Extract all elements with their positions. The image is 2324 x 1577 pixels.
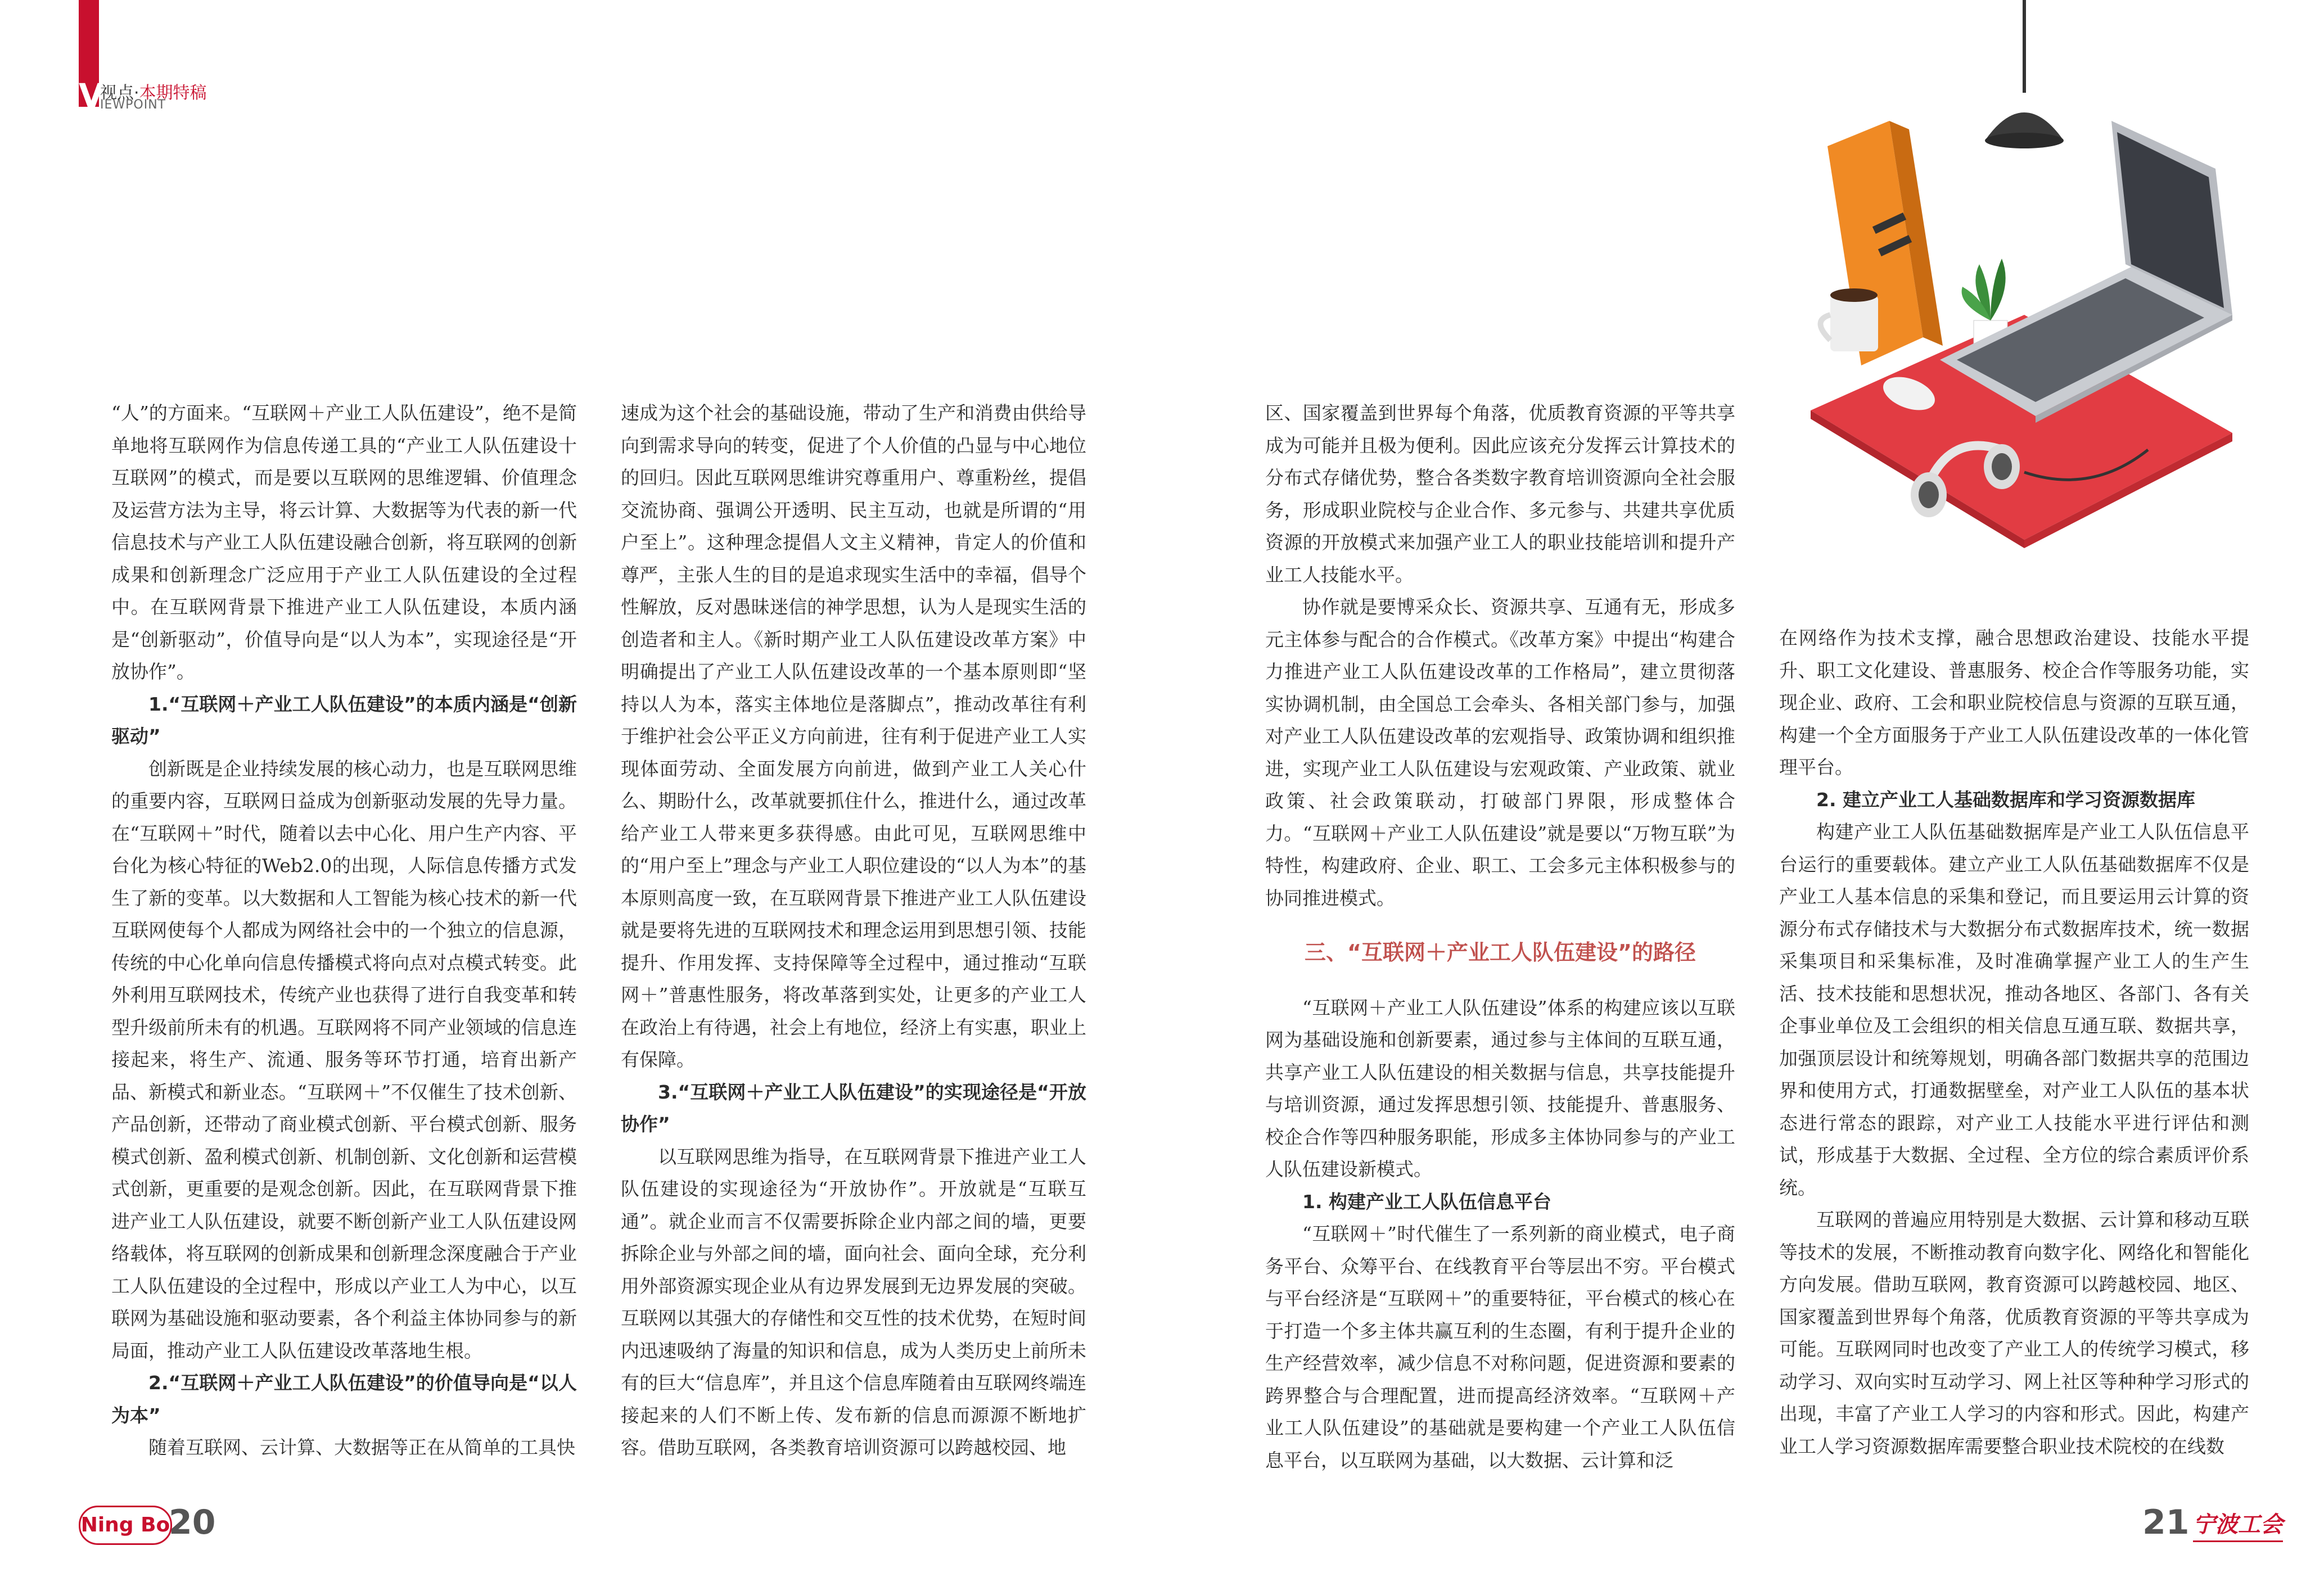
header-viewpoint-label: IEWPOINT — [100, 98, 166, 112]
header-category: 视点·本期特稿 — [100, 83, 207, 103]
subheading: 1.“互联网＋产业工人队伍建设”的本质内涵是“创新驱动” — [111, 693, 577, 747]
page-number-right: 21 — [2142, 1503, 2190, 1542]
text-column-3 — [1265, 397, 1735, 1476]
paragraph: 速成为这个社会的基础设施，带动了生产和消费由供给导向到需求导向的转变，促进了个人价值的凸显与中心地位的回归。因此互联网思维讲究尊重用户、尊重粉丝，提倡交流协商、强调公开透明、民主互动，也就是所谓的“用户至上”。这种理念提倡人文主义精神，肯定人的价值和尊严，主张人生的目的是追求现实生活中的幸福，倡导个性解放，反对愚昧迷信的神学思想，认为人是现实生活的创造者和主人。《新时期产业工人队伍建设改革方案》中明确提出了产业工人队伍建设改革的一个基本原则即“坚持以人为本，落实主体地位是落脚点”，推动改革往有利于维护社会公平正义方向前进，往有利于促进产业工人实现体面劳动、全面发展方向前进，做到产业工人关心什么、期盼什么，改革就要抓住什么，推进什么，通过改革给产业工人带来更多获得感。由此可见，互联网思维中的“用户至上”理念与产业工人职位建设的“以人为本”的基本原则高度一致，在互联网背景下推进产业工人队伍建设就是要将先进的互联网技术和理念运用到思想引领、技能提升、作用发挥、支持保障等全过程中，通过推动“互联网＋”普惠性服务，将改革落到实处，让更多的产业工人在政治上有待遇，社会上有地位，经济上有实惠，职业上有保障。 — [621, 402, 1086, 1070]
text-column-4 — [1779, 622, 2249, 1462]
subheading: 1. 构建产业工人队伍信息平台 — [1302, 1190, 1551, 1213]
footer-right — [2142, 1502, 2283, 1549]
viewpoint-v-letter: V — [79, 76, 104, 115]
paragraph: “人”的方面来。“互联网＋产业工人队伍建设”，绝不是简单地将互联网作为信息传递工具的“产业工人队伍建设十互联网”的模式，而是要以互联网的思维逻辑、价值理念及运营方法为主导，将云计算、大数据等为代表的新一代信息技术与产业工人队伍建设融合创新，将互联网的创新成果和创新理念广泛应用于产业工人队伍建设的全过程中。在互联网背景下推进产业工人队伍建设，本质内涵是“创新驱动”，价值导向是“以人为本”，实现途径是“开放协作”。 — [111, 402, 577, 683]
paragraph: 创新既是企业持续发展的核心动力，也是互联网思维的重要内容，互联网日益成为创新驱动发展的先导力量。在“互联网＋”时代，随着以去中心化、用户生产内容、平台化为核心特征的Web2.0的出现，人际信息传播方式发生了新的变革。以大数据和人工智能为核心技术的新一代互联网使每个人都成为网络社会中的一个独立的信息源，传统的中心化单向信息传播模式将向点对点模式转变。此外利用互联网技术，传统产业也获得了进行自我变革和转型升级前所未有的机遇。互联网将不同产业领域的信息连接起来，将生产、流通、服务等环节打通，培育出新产品、新模式和新业态。“互联网＋”不仅催生了技术创新、产品创新，还带动了商业模式创新、平台模式创新、服务模式创新、盈利模式创新、机制创新、文化创新和运营模式创新，更重要的是观念创新。因此，在互联网背景下推进产业工人队伍建设，就要不断创新产业工人队伍建设网络载体，将互联网的创新成果和创新理念深度融合于产业工人队伍建设的全过程中，形成以产业工人为中心，以互联网为基础设施和驱动要素，各个利益主体协同参与的新局面，推动产业工人队伍建设改革落地生根。 — [111, 757, 577, 1362]
paragraph: 构建产业工人队伍基础数据库是产业工人队伍信息平台运行的重要载体。建立产业工人队伍基础数据库不仅是产业工人基本信息的采集和登记，而且要运用云计算的资源分布式存储技术与大数据分布式数据库技术，统一数据采集项目和采集标准，及时准确掌握产业工人的生产生活、技术技能和思想状况，推动各地区、各部门、各有关企事业单位及工会组织的相关信息互通互联、数据共享，加强顶层设计和统筹规划，明确各部门数据共享的范围边界和使用方式，打通数据壁垒，对产业工人队伍的基本状态进行常态的跟踪，对产业工人技能水平进行评估和测试，形成基于大数据、全过程、全方位的综合素质评价系统。 — [1779, 821, 2249, 1199]
paragraph: 以互联网思维为指导，在互联网背景下推进产业工人队伍建设的实现途径为“开放协作”。开放就是“互联互通”。就企业而言不仅需要拆除企业内部之间的墙，更要拆除企业与外部之间的墙，面向社会、面向全球，充分利用外部资源实现企业从有边界发展到无边界发展的突破。互联网以其强大的存储性和交互性的技术优势，在短时间内迅速吸纳了海量的知识和信息，成为人类历史上前所未有的巨大“信息库”，并且这个信息库随着由互联网终端连接起来的人们不断上传、发布新的信息而源源不断地扩容。借助互联网，各类教育培训资源可以跨越校园、地 — [621, 1145, 1086, 1458]
paragraph: 互联网的普遍应用特别是大数据、云计算和移动互联等技术的发展，不断推动教育向数字化、网络化和智能化方向发展。借助互联网，教育资源可以跨越校园、地区、国家覆盖到世界每个角落，优质教育资源的平等共享成为可能。互联网同时也改变了产业工人的传统学习模式，移动学习、双向实时互动学习、网上社区等种种学习形式的出现，丰富了产业工人学习的内容和形式。因此，构建产业工人学习资源数据库需要整合职业技术院校的在线数 — [1779, 1209, 2249, 1457]
subheading: 2.“互联网＋产业工人队伍建设”的价值导向是“以人为本” — [111, 1372, 577, 1426]
paragraph: 区、国家覆盖到世界每个角落，优质教育资源的平等共享成为可能并且极为便利。因此应该充分发挥云计算技术的分布式存储优势，整合各类数字教育培训资源向全社会服务，形成职业院校与企业合作、多元参与、共建共享优质资源的开放模式来加强产业工人的职业技能培训和提升产业工人技能水平。 — [1265, 402, 1735, 586]
text-column-1 — [111, 397, 577, 1464]
desk-illustration — [1788, 0, 2249, 607]
subheading: 3.“互联网＋产业工人队伍建设”的实现途径是“开放协作” — [621, 1081, 1086, 1135]
text-column-2 — [621, 397, 1086, 1464]
paragraph: “互联网＋产业工人队伍建设”体系的构建应该以互联网为基础设施和创新要素，通过参与主体间的互联互通，共享产业工人队伍建设的相关数据与信息，共享技能提升与培训资源，通过发挥思想引领、技能提升、普惠服务、校企合作等四种服务职能，形成多主体协同参与的产业工人队伍建设新模式。 — [1265, 996, 1735, 1180]
ningbo-badge: Ning Bo — [79, 1506, 172, 1545]
magazine-logo: 宁波工会 — [2193, 1509, 2283, 1542]
header-section: 视点 — [100, 83, 134, 103]
paragraph: “互联网＋”时代催生了一系列新的商业模式，电子商务平台、众筹平台、在线教育平台等层出不穷。平台模式与平台经济是“互联网＋”的重要特征，平台模式的核心在于打造一个多主体共赢互利的生态圈，有利于提升企业的生产经营效率，减少信息不对称问题，促进资源和要素的跨界整合与合理配置，进而提高经济效率。“互联网＋产业工人队伍建设”的基础就是要构建一个产业工人队伍信息平台，以互联网为基础，以大数据、云计算和泛 — [1265, 1223, 1735, 1471]
coffee-mug-icon — [1830, 295, 1878, 351]
subheading: 2. 建立产业工人基础数据库和学习资源数据库 — [1816, 788, 2195, 811]
paragraph: 随着互联网、云计算、大数据等正在从简单的工具快 — [148, 1436, 575, 1458]
section-heading: 三、“互联网＋产业工人队伍建设”的路径 — [1305, 940, 1696, 965]
paragraph: 在网络作为技术支撑，融合思想政治建设、技能水平提升、职工文化建设、普惠服务、校企合作等服务功能，实现企业、政府、工会和职业院校信息与资源的互联互通，构建一个全方面服务于产业工人队伍建设改革的一体化管理平台。 — [1779, 627, 2249, 778]
paragraph: 协作就是要博采众长、资源共享、互通有无，形成多元主体参与配合的合作模式。《改革方案》中提出“构建合力推进产业工人队伍建设改革的工作格局”，建立贯彻落实协调机制，由全国总工会牵头、各相关部门参与，加强对产业工人队伍建设改革的宏观指导、政策协调和组织推进，实现产业工人队伍建设与宏观政策、产业政策、就业政策、社会政策联动，打破部门界限，形成整体合力。“互联网＋产业工人队伍建设”就是要以“万物互联”为特性，构建政府、企业、职工、工会多元主体积极参与的协同推进模式。 — [1265, 596, 1735, 909]
header-subsection: 本期特稿 — [139, 83, 207, 103]
page-number-left: 20 — [169, 1503, 216, 1542]
